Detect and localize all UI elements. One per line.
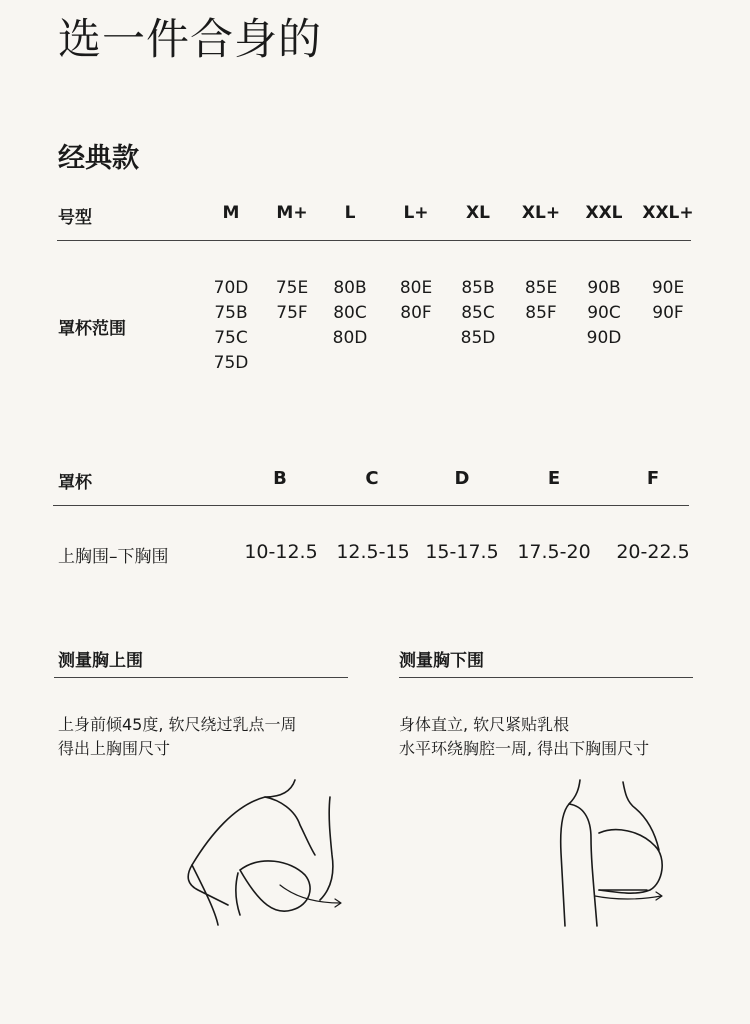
cup-header: D — [454, 468, 470, 489]
cup-size-value: 90D — [586, 328, 622, 348]
cup-size-value: 70D — [213, 278, 249, 298]
cup-range-column — [574, 276, 634, 351]
cup-range-column — [448, 276, 508, 351]
upper-measure-divider — [54, 677, 348, 678]
size-table-divider — [57, 240, 691, 241]
cup-size-value: 90E — [651, 278, 685, 298]
cup-header: E — [547, 468, 561, 489]
page-title: 选一件合身的 — [58, 15, 322, 65]
cup-size-value: 90F — [652, 303, 684, 323]
bust-diff-value: 12.5-15 — [336, 541, 410, 563]
lower-measure-heading: 测量胸下围 — [399, 651, 484, 671]
bust-diff-value: 10-12.5 — [244, 541, 318, 563]
cup-size-value: 80E — [399, 278, 433, 298]
cup-range-column — [201, 276, 261, 376]
size-header: L — [344, 203, 356, 223]
cup-size-value: 85D — [460, 328, 496, 348]
upper-measure-line1: 上身前倾45度, 软尺绕过乳点一周 — [58, 715, 297, 734]
cup-range-column — [511, 276, 571, 326]
cup-row-label: 罩杯 — [58, 473, 92, 493]
cup-size-value: 80F — [400, 303, 432, 323]
size-header: XXL+ — [642, 203, 694, 223]
bust-diff-label: 上胸围–下胸围 — [58, 547, 169, 567]
size-header: M — [222, 203, 240, 223]
cup-header: F — [646, 468, 660, 489]
cup-size-value: 85E — [524, 278, 558, 298]
lower-measure-divider — [399, 677, 693, 678]
cup-size-value: 80C — [333, 303, 367, 323]
cup-range-column — [262, 276, 322, 326]
cup-size-value: 75E — [275, 278, 309, 298]
cup-header: C — [365, 468, 379, 489]
cup-size-value: 85B — [461, 278, 495, 298]
upper-measure-line2: 得出上胸围尺寸 — [58, 739, 171, 758]
cup-range-column — [320, 276, 380, 351]
bust-diff-value: 15-17.5 — [425, 541, 499, 563]
size-header: M+ — [276, 203, 308, 223]
cup-size-value: 90C — [587, 303, 621, 323]
under-bust-illustration — [555, 778, 675, 928]
cup-size-value: 75F — [276, 303, 308, 323]
lower-measure-line2: 水平环绕胸腔一周, 得出下胸围尺寸 — [399, 739, 650, 758]
cup-range-column — [638, 276, 698, 326]
cup-range-label: 罩杯范围 — [58, 319, 126, 339]
cup-range-column — [386, 276, 446, 326]
cup-header: B — [273, 468, 287, 489]
cup-size-value: 85C — [461, 303, 495, 323]
cup-table-divider — [53, 505, 689, 506]
bust-diff-value: 17.5-20 — [517, 541, 591, 563]
cup-size-value: 75B — [214, 303, 248, 323]
size-header: XL — [466, 203, 490, 223]
upper-measure-heading: 测量胸上围 — [58, 651, 143, 671]
cup-size-value: 75D — [213, 353, 249, 373]
cup-size-value: 75C — [214, 328, 248, 348]
cup-size-value: 80B — [333, 278, 367, 298]
lower-measure-line1: 身体直立, 软尺紧贴乳根 — [399, 715, 570, 734]
section-subtitle: 经典款 — [58, 143, 139, 174]
bust-diff-value: 20-22.5 — [616, 541, 690, 563]
upper-bust-illustration — [180, 775, 360, 935]
size-header: L+ — [403, 203, 429, 223]
size-row-label: 号型 — [58, 208, 92, 228]
size-header: XL+ — [521, 203, 561, 223]
cup-size-value: 90B — [587, 278, 621, 298]
size-header: XXL — [585, 203, 623, 223]
cup-size-value: 80D — [332, 328, 368, 348]
cup-size-value: 85F — [525, 303, 557, 323]
